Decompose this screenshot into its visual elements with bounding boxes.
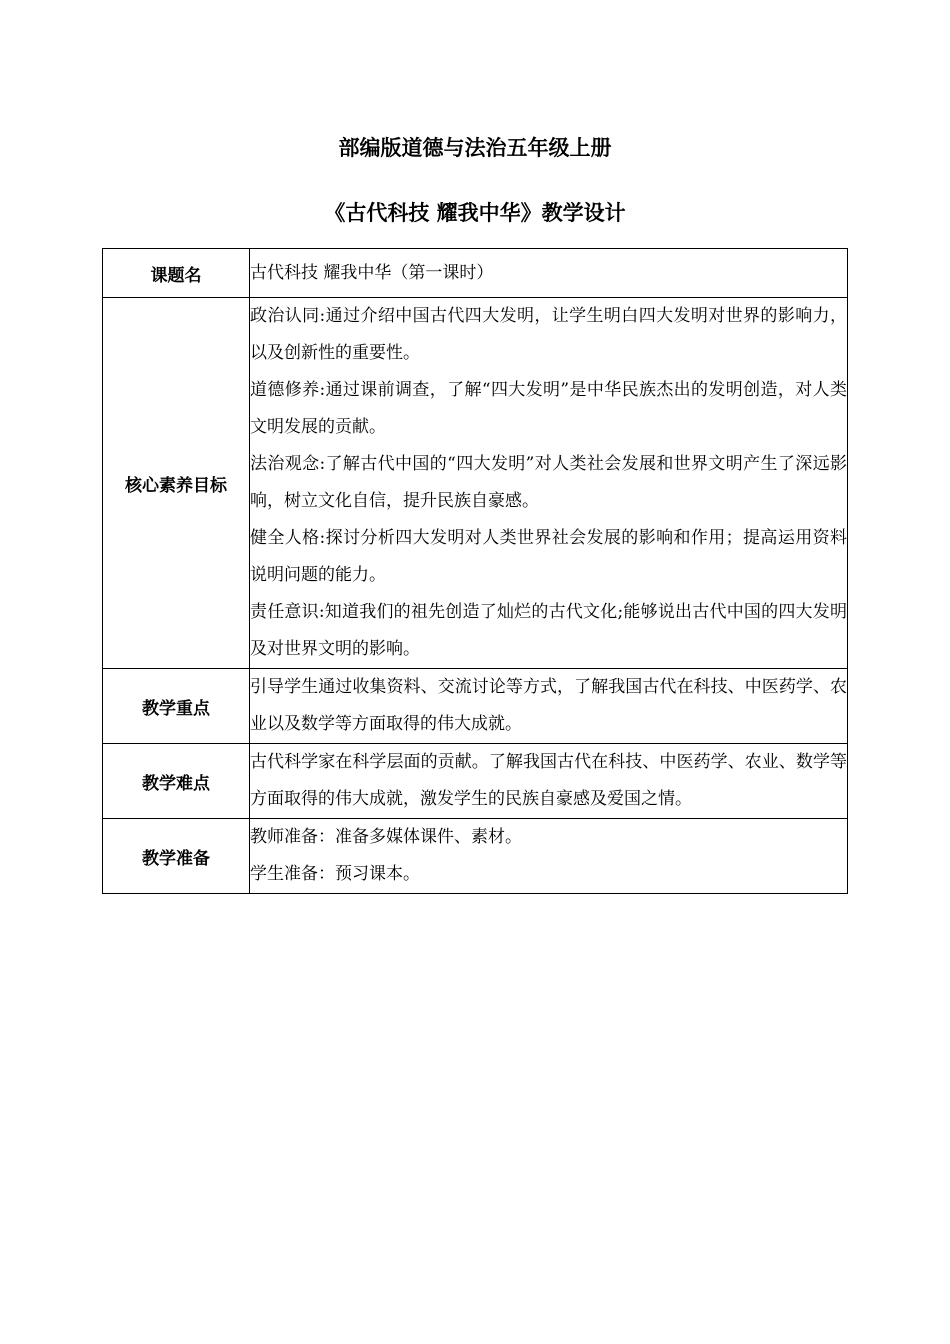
difficulties-label: 教学难点 (103, 744, 250, 819)
lesson-name-label: 课题名 (103, 249, 250, 298)
table-row-difficulties (103, 744, 848, 819)
document-subtitle: 《古代科技 耀我中华》教学设计 (324, 201, 626, 225)
document-title: 部编版道德与法治五年级上册 (338, 136, 612, 160)
goal-item: 责任意识:知道我们的祖先创造了灿烂的古代文化;能够说出古代中国的四大发明及对世界文明的影响。 (250, 602, 847, 659)
lesson-name-value: 古代科技 耀我中华（第一课时） (250, 249, 848, 298)
key-points-value: 引导学生通过收集资料、交流讨论等方式，了解我国古代在科技、中医药学、农业以及数学等方面取得的伟大成就。 (250, 669, 848, 744)
teacher-preparation: 教师准备：准备多媒体课件、素材。 (250, 827, 522, 847)
key-points-label: 教学重点 (103, 669, 250, 744)
student-preparation: 学生准备：预习课本。 (250, 864, 420, 884)
core-goals-label: 核心素养目标 (103, 298, 250, 669)
table-row-core-goals (103, 298, 848, 669)
goal-item: 道德修养:通过课前调查，了解“四大发明”是中华民族杰出的发明创造，对人类文明发展的贡献。 (250, 380, 847, 437)
core-goals-list (250, 298, 848, 669)
goal-item: 政治认同:通过介绍中国古代四大发明，让学生明白四大发明对世界的影响力，以及创新性的重要性。 (250, 306, 847, 363)
table-row-lesson-name (103, 249, 848, 298)
goal-item: 健全人格:探讨分析四大发明对人类世界社会发展的影响和作用；提高运用资料说明问题的能力。 (250, 528, 847, 585)
table-row-key-points (103, 669, 848, 744)
goal-item: 法治观念:了解古代中国的“四大发明”对人类社会发展和世界文明产生了深远影响，树立文化自信，提升民族自豪感。 (250, 454, 847, 511)
preparation-label: 教学准备 (103, 819, 250, 894)
lesson-plan-table (102, 248, 848, 894)
table-row-preparation (103, 819, 848, 894)
difficulties-value: 古代科学家在科学层面的贡献。了解我国古代在科技、中医药学、农业、数学等方面取得的伟大成就，激发学生的民族自豪感及爱国之情。 (250, 744, 848, 819)
preparation-list (250, 819, 848, 894)
